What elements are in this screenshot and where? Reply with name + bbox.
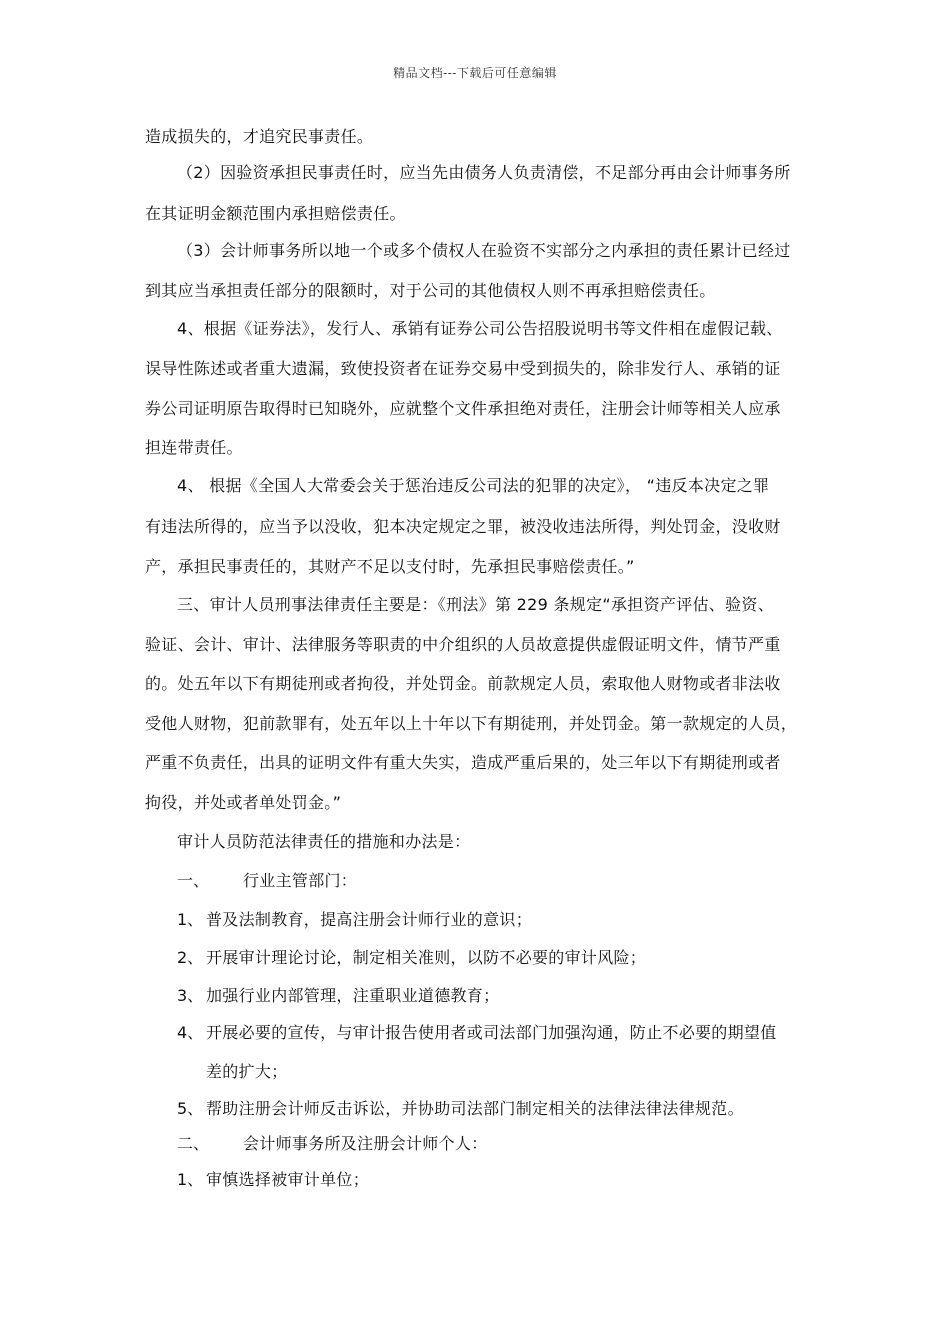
text-line: 在其证明金额范围内承担赔偿责任。	[145, 204, 406, 223]
text-line: 有违法所得的，应当予以没收，犯本决定规定之罪，被没收违法所得，判处罚金，没收财	[145, 517, 781, 536]
list-number: 一、	[177, 871, 210, 890]
list-item-text: 会计师事务所及注册会计师个人：	[243, 1134, 488, 1153]
text-line: 受他人财物，犯前款罪有，处五年以上十年以下有期徒刑，并处罚金。第一款规定的人员，	[145, 714, 798, 733]
text-line: 的。处五年以下有期徒刑或者拘役，并处罚金。前款规定人员，索取他人财物或者非法收	[145, 674, 781, 693]
text-line: 4、根据《证券法》，发行人、承销有证券公司公告招股说明书等文件相在虚假记载、	[177, 319, 783, 338]
text-line: 产，承担民事责任的，其财产不足以支付时，先承担民事赔偿责任。”	[145, 557, 635, 576]
text-line: （2）因验资承担民事责任时，应当先由债务人负责清偿，不足部分再由会计师事务所	[177, 163, 791, 182]
list-number: 二、	[177, 1134, 210, 1153]
list-item-text: 开展审计理论讨论，制定相关准则，以防不必要的审计风险；	[206, 948, 647, 967]
list-item-text: 开展必要的宣传，与审计报告使用者或司法部门加强沟通，防止不必要的期望值	[206, 1023, 777, 1042]
text-line: 4、 根据《全国人大常委会关于惩治违反公司法的犯罪的决定》， “违反本决定之罪	[177, 476, 770, 495]
list-item-text: 行业主管部门：	[243, 871, 358, 890]
text-line: 验证、会计、审计、法律服务等职责的中介组织的人员故意提供虚假证明文件，情节严重	[145, 635, 781, 654]
text-line: 到其应当承担责任部分的限额时，对于公司的其他债权人则不再承担赔偿责任。	[145, 281, 716, 300]
text-line: 审计人员防范法律责任的措施和办法是：	[177, 832, 471, 851]
list-number: 5、	[177, 1099, 204, 1118]
text-line: 担连带责任。	[145, 438, 243, 457]
page-header: 精品文档---下载后可任意编辑	[393, 66, 557, 80]
list-item-text: 加强行业内部管理，注重职业道德教育；	[206, 986, 500, 1005]
list-number: 1、	[177, 1170, 204, 1189]
list-number: 1、	[177, 910, 204, 929]
text-line: 造成损失的，才追究民事责任。	[145, 127, 374, 146]
text-line: 券公司证明原告取得时已知晓外，应就整个文件承担绝对责任，注册会计师等相关人应承	[145, 399, 781, 418]
list-number: 2、	[177, 948, 204, 967]
list-number: 4、	[177, 1023, 204, 1042]
list-item-text: 普及法制教育，提高注册会计师行业的意识；	[206, 910, 533, 929]
text-line: 拘役，并处或者单处罚金。”	[145, 793, 342, 812]
text-line: 误导性陈述或者重大遗漏，致使投资者在证券交易中受到损失的，除非发行人、承销的证	[145, 359, 781, 378]
text-line: 三、审计人员刑事法律责任主要是：《刑法》第 229 条规定“承担资产评估、验资、	[177, 595, 775, 614]
list-item-text: 帮助注册会计师反击诉讼，并协助司法部门制定相关的法律法律法律规范。	[206, 1099, 744, 1118]
text-line: 严重不负责任，出具的证明文件有重大失实，造成严重后果的，处三年以下有期徒刑或者	[145, 753, 781, 772]
list-number: 3、	[177, 986, 204, 1005]
text-line: （3）会计师事务所以地一个或多个债权人在验资不实部分之内承担的责任累计已经过	[177, 241, 791, 260]
list-item-text: 审慎选择被审计单位；	[206, 1170, 370, 1189]
list-item-continuation: 差的扩大；	[206, 1062, 288, 1081]
